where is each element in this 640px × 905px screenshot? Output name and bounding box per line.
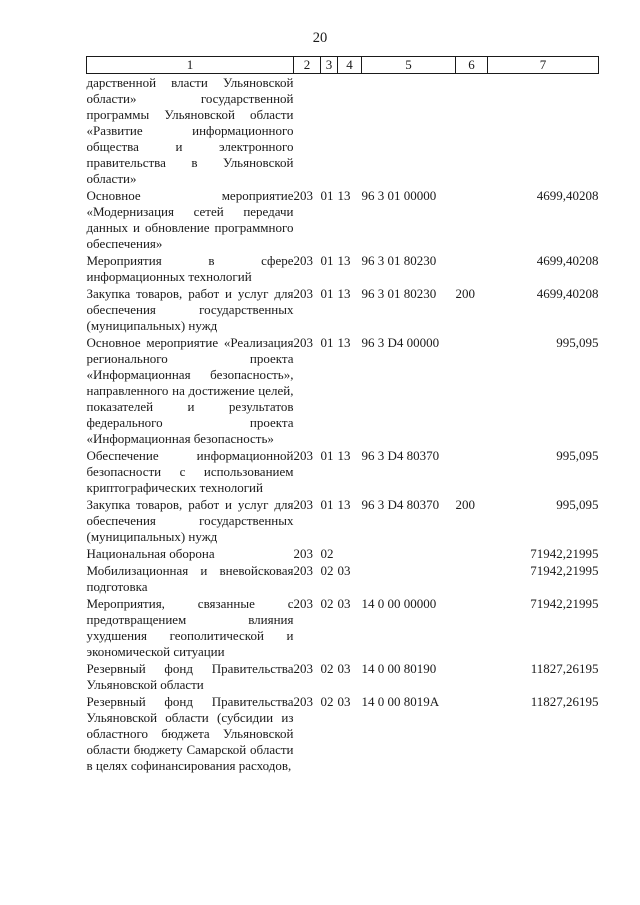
- row-subsection: 13: [337, 286, 351, 301]
- table-row: [87, 187, 599, 252]
- table-row: [87, 595, 599, 660]
- row-section: 02: [320, 661, 334, 676]
- row-name: Закупка товаров, работ и услуг для обеспечения государственных (муниципальных) нужд: [86, 286, 294, 333]
- row-subsection: 03: [337, 661, 351, 676]
- row-subsection: [338, 545, 362, 562]
- row-subsection: 13: [337, 253, 351, 268]
- row-amount: 71942,21995: [530, 596, 599, 611]
- row-admin-code: 203: [293, 448, 313, 463]
- table-row: [87, 545, 599, 562]
- row-target-article: 14 0 00 80190: [361, 661, 437, 676]
- row-expense-type: [456, 660, 488, 693]
- row-expense-type: [456, 595, 488, 660]
- row-amount: [488, 74, 599, 188]
- row-name: Основное мероприятие «Модернизация сетей передачи данных и обновление программного обеспечения»: [86, 188, 294, 251]
- row-amount: 995,095: [556, 497, 599, 512]
- row-expense-type: [456, 562, 488, 595]
- row-target-article: [362, 562, 456, 595]
- row-expense-type: [456, 334, 488, 447]
- row-name: Основное мероприятие «Реализация регионального проекта «Информационная безопасность», направленного на достижение целей, показателей и результатов федерального проекта «Информационная безопасность»: [86, 335, 294, 446]
- row-admin-code: 203: [293, 546, 313, 561]
- row-expense-type: [456, 74, 488, 188]
- row-expense-type: [456, 545, 488, 562]
- row-subsection: [338, 74, 362, 188]
- row-section: 02: [320, 694, 334, 709]
- row-expense-type: 200: [455, 497, 475, 512]
- header-col-1: 1: [87, 57, 294, 74]
- row-target-article: 96 3 01 80230: [361, 286, 437, 301]
- row-name: Резервный фонд Правительства Ульяновской области (субсидии из областного бюджета Ульяновской области бюджету Самарской области в целях софинансирования расходов,: [86, 694, 294, 773]
- table-row: [87, 447, 599, 496]
- row-subsection: 13: [337, 335, 351, 350]
- row-expense-type: 200: [455, 286, 475, 301]
- row-admin-code: 203: [293, 694, 313, 709]
- row-expense-type: [456, 447, 488, 496]
- row-admin-code: 203: [293, 497, 313, 512]
- row-amount: 4699,40208: [536, 188, 599, 203]
- row-admin-code: 203: [293, 661, 313, 676]
- row-name: Резервный фонд Правительства Ульяновской области: [86, 661, 294, 692]
- header-col-3: 3: [321, 57, 338, 74]
- row-name: Мероприятия в сфере информационных технологий: [86, 253, 294, 284]
- row-subsection: 03: [337, 596, 351, 611]
- page-number: 20: [312, 30, 328, 46]
- row-target-article: 96 3 01 80230: [361, 253, 437, 268]
- header-col-5: 5: [362, 57, 456, 74]
- row-subsection: 03: [337, 694, 351, 709]
- row-subsection: 13: [337, 497, 351, 512]
- header-col-4: 4: [338, 57, 362, 74]
- row-section: 02: [320, 596, 334, 611]
- row-admin-code: 203: [293, 563, 313, 578]
- row-amount: 995,095: [556, 448, 599, 463]
- row-name: Мобилизационная и вневойсковая подготовка: [86, 563, 294, 594]
- row-target-article: [362, 545, 456, 562]
- row-target-article: 14 0 00 8019А: [361, 694, 440, 709]
- table-row: [87, 74, 599, 188]
- budget-table: [86, 56, 599, 774]
- row-name: Обеспечение информационной безопасности с использованием криптографических технологий: [86, 448, 294, 495]
- table-row: [87, 496, 599, 545]
- row-expense-type: [456, 693, 488, 774]
- row-admin-code: [294, 74, 321, 188]
- row-amount: 995,095: [556, 335, 599, 350]
- row-admin-code: 203: [293, 335, 313, 350]
- row-name: Мероприятия, связанные с предотвращением влияния ухудшения геополитической и экономической ситуации: [86, 596, 294, 659]
- row-admin-code: 203: [293, 596, 313, 611]
- row-section: 02: [320, 546, 334, 561]
- row-section: 01: [320, 253, 334, 268]
- header-col-6: 6: [456, 57, 488, 74]
- table-row: [87, 660, 599, 693]
- table-row: [87, 285, 599, 334]
- row-subsection: 13: [337, 448, 351, 463]
- row-name: Закупка товаров, работ и услуг для обеспечения государственных (муниципальных) нужд: [86, 497, 294, 544]
- row-target-article: 96 3 D4 80370: [361, 448, 440, 463]
- row-section: 01: [320, 335, 334, 350]
- row-target-article: [362, 74, 456, 188]
- table-row: [87, 562, 599, 595]
- row-target-article: 96 3 01 00000: [361, 188, 437, 203]
- row-amount: 11827,26195: [530, 661, 599, 676]
- row-expense-type: [456, 187, 488, 252]
- row-section: 01: [320, 286, 334, 301]
- row-amount: 71942,21995: [530, 563, 599, 578]
- row-amount: 71942,21995: [530, 546, 599, 561]
- row-section: 01: [320, 188, 334, 203]
- row-target-article: 96 3 D4 80370: [361, 497, 440, 512]
- table-row: [87, 252, 599, 285]
- row-amount: 11827,26195: [530, 694, 599, 709]
- row-amount: 4699,40208: [536, 286, 599, 301]
- row-name: дарственной власти Ульяновской области» государственной программы Ульяновской области «Развитие информационного общества и электронного правительства в Ульяновской области»: [86, 75, 294, 186]
- row-section: 01: [320, 448, 334, 463]
- header-col-7: 7: [488, 57, 599, 74]
- row-admin-code: 203: [293, 188, 313, 203]
- row-name: Национальная оборона: [86, 546, 215, 561]
- row-subsection: 13: [337, 188, 351, 203]
- header-col-2: 2: [294, 57, 321, 74]
- row-target-article: 96 3 D4 00000: [361, 335, 440, 350]
- table-header-row: [87, 57, 599, 74]
- row-section: [321, 74, 338, 188]
- row-expense-type: [456, 252, 488, 285]
- row-admin-code: 203: [293, 253, 313, 268]
- table-row: [87, 334, 599, 447]
- row-section: 02: [320, 563, 334, 578]
- row-section: 01: [320, 497, 334, 512]
- row-admin-code: 203: [293, 286, 313, 301]
- row-amount: 4699,40208: [536, 253, 599, 268]
- row-subsection: 03: [337, 563, 351, 578]
- table-row: [87, 693, 599, 774]
- row-target-article: 14 0 00 00000: [361, 596, 437, 611]
